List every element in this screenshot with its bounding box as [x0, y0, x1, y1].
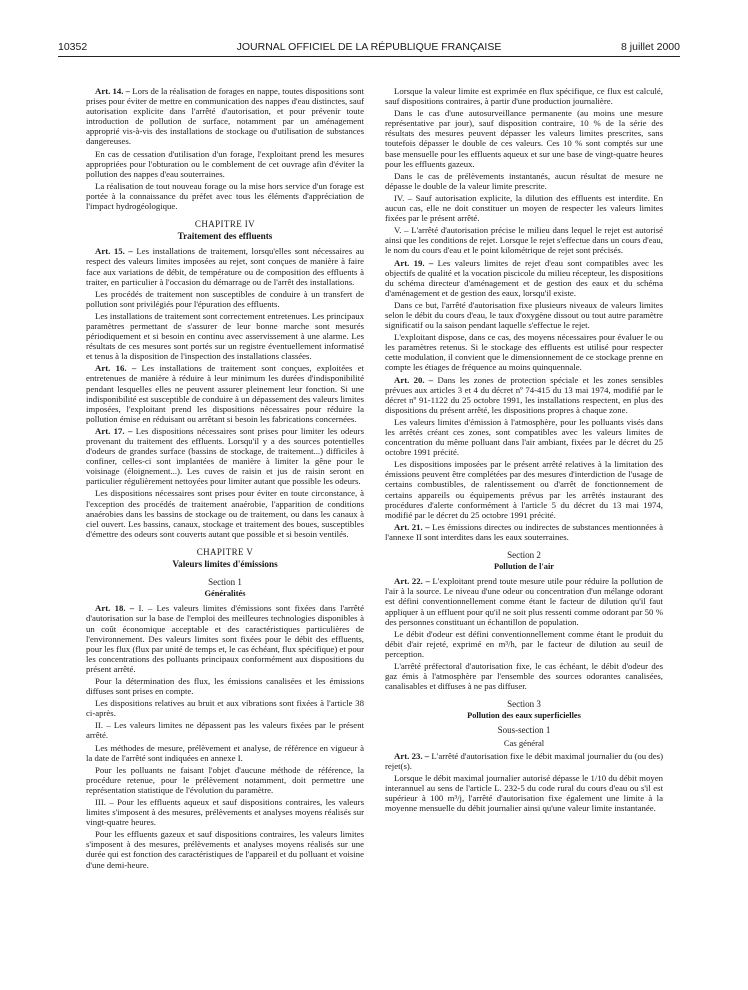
paragraph: Les valeurs limites d'émission à l'atmosphère, pour les polluants visés dans les arrêtés créant ces zones, sont compatibles avec les valeurs limites de concentration du même polluant dans l'air ambiant, fixées par le décret du 25 octobre 1991 précité.	[385, 416, 663, 458]
section-heading: Section 2	[507, 550, 541, 561]
section-title: Généralités	[204, 589, 246, 599]
article-number: Art. 20. –	[394, 374, 434, 385]
section-title: Pollution de l'air	[493, 562, 555, 572]
page-number: 10352	[58, 41, 88, 53]
paragraph: Art. 19. – Les valeurs limites de rejet d'eau sont compatibles avec les objectifs de qualité et la vocation piscicole du milieu récepteur, les dispositions du schéma directeur d'aménagement et de gestion des eaux et du schéma d'aménagement et de gestion des eaux, lorsqu'il existe.	[385, 257, 663, 298]
paragraph: Dans ce but, l'arrêté d'autorisation fixe plusieurs niveaux de valeurs limites selon le débit du cours d'eau, le taux d'oxygène dissout ou tout autre paramètre significatif ou la saison pendant laquelle s'effectue le rejet.	[385, 299, 663, 331]
publication-date: 8 juillet 2000	[621, 41, 680, 53]
paragraph: Lorsque le débit maximal journalier autorisé dépasse le 1/10 du débit moyen interannuel au sens de l'article L. 232-5 du code rural du cours d'eau ou s'il est supérieur à 100 m³/j, l'arrêté d'autorisation fixe également une limite à la moyenne mensuelle du débit journalier ainsi qu'une valeur limite instantanée.	[385, 772, 663, 814]
chapter-title: Valeurs limites d'émissions	[172, 559, 278, 570]
left-column	[86, 86, 364, 872]
paragraph: Art. 18. – I. – Les valeurs limites d'émissions sont fixées dans l'arrêté d'autorisation sur la base de l'emploi des meilleures technologies disponibles à un coût économique acceptable et des caractéristiques particulières de l'environnement. Des valeurs limites sont fixées pour le débit des effluents, pour les flux (flux par unité de temps et, le cas échéant, flux spécifique) et pour les concentrations des polluants principaux conformément aux dispositions du présent arrêté.	[86, 603, 364, 674]
paragraph: Art. 16. – Les installations de traitement sont conçues, exploitées et entretenues de manière à réduire à leur minimum les durées d'indisponibilité pendant lesquelles elles ne peuvent assurer pleinement leur fonction. Si une indisponibilité est susceptible de conduire à un dépassement des valeurs limites imposées, l'exploitant prend les dispositions nécessaires pour réduire la pollution émise en réduisant ou arrêtant si besoin les fabrications concernées.	[86, 363, 364, 424]
paragraph: Art. 22. – L'exploitant prend toute mesure utile pour réduire la pollution de l'air à la source. Le niveau d'une odeur ou concentration d'un mélange odorant est défini conventionnellement comme étant le facteur de dilution qu'il faut appliquer à un effluent pour qu'il ne soit plus ressenti comme odorant par 50 % des personnes constituant un échantillon de population.	[385, 576, 663, 627]
paragraph: Art. 15. – Les installations de traitement, lorsqu'elles sont nécessaires au respect des valeurs limites imposées au rejet, sont conçues de manière à faire face aux variations de débit, de température ou de composition des effluents à traiter, en particulier à l'occasion du démarrage ou de l'arrêt des installations.	[86, 246, 364, 287]
section-title: Pollution des eaux superficielles	[467, 711, 581, 721]
paragraph: Art. 20. – Dans les zones de protection spéciale et les zones sensibles prévues aux articles 3 et 4 du décret nº 74-415 du 13 mai 1974, modifié par le décret nº 91-1122 du 25 octobre 1991, les installations respectent, en plus des dispositions du présent arrêté, les dispositions propres à chaque zone.	[385, 374, 663, 415]
article-number: Art. 18. –	[95, 603, 135, 614]
paragraph: Les installations de traitement sont correctement entretenues. Les principaux paramètres permettant de s'assurer de leur bonne marche sont mesurés périodiquement et si besoin en continu avec asservissement à une alarme. Les résultats de ces mesures sont portés sur un registre éventuellement informatisé et tenus à la disposition de l'inspection des installations classées.	[86, 310, 364, 362]
article-number: Art. 21. –	[394, 521, 430, 532]
paragraph: Le débit d'odeur est défini conventionnellement comme étant le produit du débit d'air rejeté, exprimé en m³/h, par le facteur de dilution au seuil de perception.	[385, 628, 663, 659]
paragraph: V. – L'arrêté d'autorisation précise le milieu dans lequel le rejet est autorisé ainsi que les conditions de rejet. Lorsque le rejet s'effectue dans un cours d'eau, le nom du cours d'eau et le point kilométrique de rejet sont précisés.	[385, 225, 663, 256]
paragraph: L'arrêté préfectoral d'autorisation fixe, le cas échéant, le débit d'odeur des gaz émis à l'atmosphère par l'ensemble des sources odorantes canalisées, canalisables et diffuses à ne pas diffuser.	[385, 660, 663, 692]
article-number: Art. 14. –	[95, 86, 131, 96]
article-number: Art. 19. –	[394, 257, 434, 268]
article-number: Art. 16. –	[95, 363, 137, 374]
paragraph: Art. 14. – Lors de la réalisation de forages en nappe, toutes dispositions sont prises pour éviter de mettre en communication des nappes d'eau distinctes, sauf autorisation explicite dans l'arrêté d'autorisation, et pour prévenir toute introduction de pollution de surface, notamment par un aménagement approprié vis-à-vis des installations de stockage ou d'utilisation de substances dangereuses.	[86, 86, 364, 147]
paragraph: La réalisation de tout nouveau forage ou la mise hors service d'un forage est portée à la connaissance du préfet avec tous les éléments d'appréciation de l'impact hydrogéologique.	[86, 180, 364, 212]
section-heading: Section 3	[507, 699, 541, 710]
journal-title: JOURNAL OFFICIEL DE LA RÉPUBLIQUE FRANÇAISE	[236, 41, 502, 53]
chapter-heading: CHAPITRE V	[196, 546, 254, 557]
page-header	[58, 40, 680, 54]
paragraph: Les dispositions imposées par le présent arrêté relatives à la limitation des émissions peuvent être complétées par des mesures d'interdiction de l'usage de certains combustibles, de ralentissement ou d'arrêt de fonctionnement de certains appareils ou équipements prévus par les arrêtés instaurant des procédures d'alerte conformément à l'article 5 du décret du 13 mai 1974, modifié par le décret du 25 octobre 1991 précité.	[385, 459, 663, 520]
article-number: Art. 23. –	[394, 750, 430, 761]
subsection-title: Cas général	[503, 737, 545, 748]
paragraph: Dans le cas de prélèvements instantanés, aucun résultat de mesure ne dépasse le double de la valeur limite prescrite.	[385, 170, 663, 191]
paragraph: Pour les effluents gazeux et sauf dispositions contraires, les valeurs limites s'imposent à des mesures, prélèvements et analyses moyens réalisés sur une durée qui est fonction des caractéristiques de l'appareil et du polluant et voisine d'une demi-heure.	[86, 829, 364, 870]
paragraph: Art. 21. – Les émissions directes ou indirectes de substances mentionnées à l'annexe II sont interdites dans les eaux souterraines.	[385, 521, 663, 542]
section-heading: Section 1	[208, 577, 242, 588]
paragraph: Les dispositions nécessaires sont prises pour éviter en toute circonstance, à l'exception des procédés de traitement anaérobie, l'apparition de conditions anaérobies dans les bassins de stockage ou de traitement, ou dans les canaux à ciel ouvert. Les bassins, canaux, stockage et traitement des boues, susceptibles d'émettre des odeurs sont couverts autant que possible et si besoin ventilés.	[86, 488, 364, 539]
paragraph: Les procédés de traitement non susceptibles de conduire à un transfert de pollution sont privilégiés pour l'épuration des effluents.	[86, 288, 364, 309]
paragraph: Pour les polluants ne faisant l'objet d'aucune méthode de référence, la procédure retenue, pour le prélèvement notamment, doit permettre une représentation statistique de l'évolution du paramètre.	[86, 764, 364, 795]
paragraph: III. – Pour les effluents aqueux et sauf dispositions contraires, les valeurs limites s'imposent à des mesures, prélèvements et analyses moyens réalisés sur vingt-quatre heures.	[86, 797, 364, 828]
paragraph: Les dispositions relatives au bruit et aux vibrations sont fixées à l'article 38 ci-après.	[86, 698, 364, 719]
subsection-heading: Sous-section 1	[497, 725, 551, 736]
paragraph: Les méthodes de mesure, prélèvement et analyse, de référence en vigueur à la date de l'arrêté sont indiquées en annexe I.	[86, 742, 364, 763]
article-number: Art. 17. –	[95, 425, 133, 436]
paragraph: Pour la détermination des flux, les émissions canalisées et les émissions diffuses sont prises en compte.	[86, 675, 364, 697]
paragraph: IV. – Sauf autorisation explicite, la dilution des effluents est interdite. En aucun cas, elle ne doit constituer un moyen de respecter les valeurs limites fixées par le présent arrêté.	[385, 192, 663, 224]
paragraph: L'exploitant dispose, dans ce cas, des moyens nécessaires pour évaluer le ou les paramètres retenus. Si le stockage des effluents est utilisé pour respecter cette modulation, il convient que le dimensionnement de ce stockage prenne en compte les étiages de fréquence au moins quinquennale.	[385, 332, 663, 373]
paragraph: En cas de cessation d'utilisation d'un forage, l'exploitant prend les mesures appropriées pour l'obturation ou le comblement de cet ouvrage afin d'éviter la pollution des nappes d'eau souterraines.	[86, 148, 364, 179]
article-number: Art. 22. –	[394, 576, 430, 587]
paragraph: Art. 23. – L'arrêté d'autorisation fixe le débit maximal journalier du (ou des) rejet(s).	[385, 750, 663, 771]
chapter-heading: CHAPITRE IV	[194, 219, 256, 230]
paragraph: Lorsque la valeur limite est exprimée en flux spécifique, ce flux est calculé, sauf dispositions contraires, à partir d'une production journalière.	[385, 86, 663, 107]
paragraph: Art. 17. – Les dispositions nécessaires sont prises pour limiter les odeurs provenant du traitement des effluents. Lorsqu'il y a des sources potentielles d'odeurs de grandes surface (bassins de stockage, de traitement...) difficiles à confiner, celles-ci sont implantées de manière à limiter la gêne pour le voisinage (éloignement...). Les cuves de raisin et jus de raisin seront en particulier régulièrement nettoyées pour limiter autant que possible les odeurs.	[86, 425, 364, 487]
chapter-title: Traitement des effluents	[177, 231, 273, 242]
header-rule	[58, 56, 680, 57]
article-number: Art. 15. –	[95, 246, 133, 257]
paragraph: Dans le cas d'une autosurveillance permanente (au moins une mesure représentative par jour), sauf disposition contraire, 10 % de la série des résultats des mesures peuvent dépasser les valeurs limites prescrites, sans toutefois dépasser le double de ces valeurs. Ces 10 % sont comptés sur une base mensuelle pour les effluents aqueux et sur une base de vingt-quatre heures pour les effluents gazeux.	[385, 108, 663, 169]
right-column	[385, 86, 663, 815]
paragraph: II. – Les valeurs limites ne dépassent pas les valeurs fixées par le présent arrêté.	[86, 720, 364, 741]
